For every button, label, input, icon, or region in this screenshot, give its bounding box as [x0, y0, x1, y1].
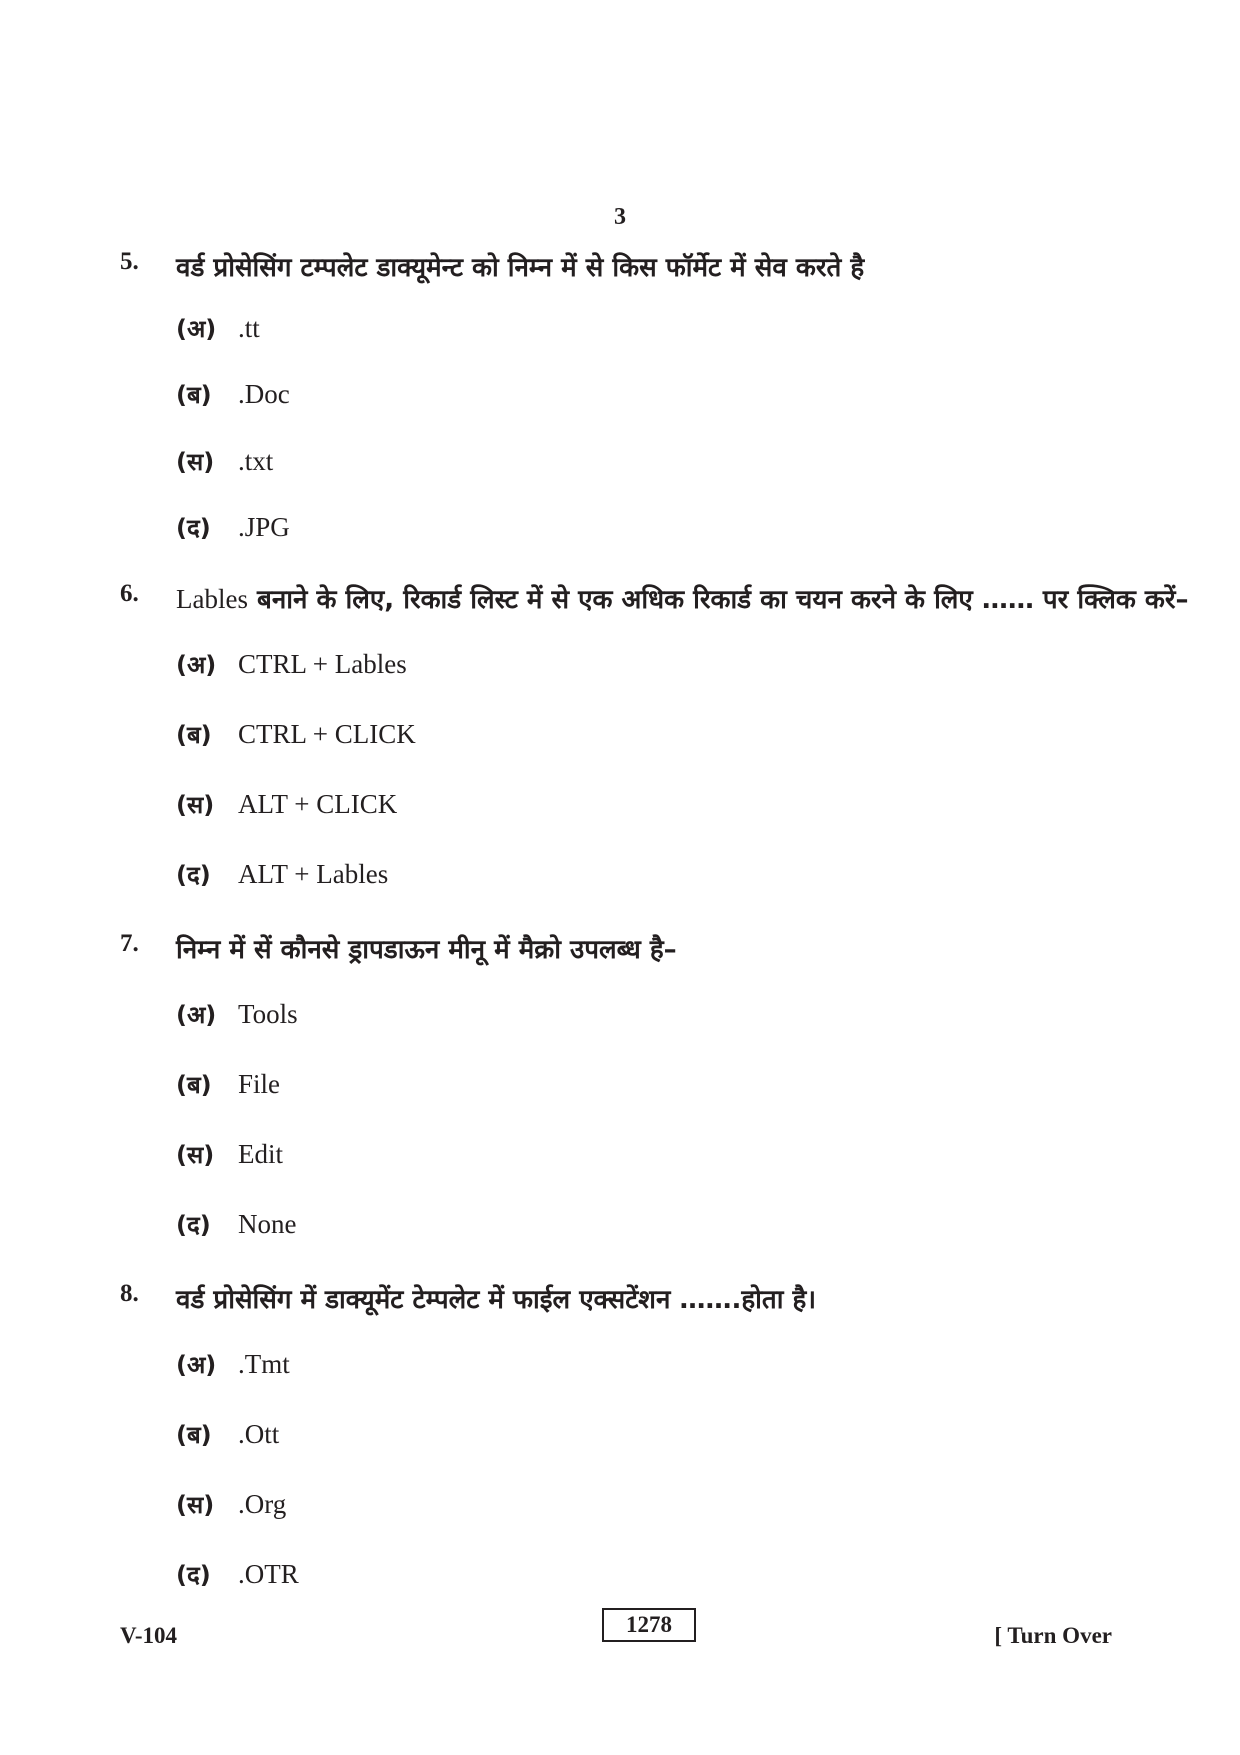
option-b — [176, 1068, 280, 1101]
option-text: .Tmt — [238, 1349, 290, 1379]
option-b — [176, 378, 290, 411]
option-text: .Ott — [238, 1419, 280, 1449]
option-d — [176, 1558, 299, 1591]
option-d — [176, 1208, 296, 1241]
question-text: निम्न में सें कौनसे ड्रापडाऊन मीनू में मैक्रो उपलब्ध है– — [176, 935, 677, 965]
option-label: (द) — [176, 1211, 211, 1239]
page-number: 3 — [614, 204, 626, 230]
option-c — [176, 1138, 283, 1171]
option-d — [176, 511, 290, 544]
option-label: (ब) — [176, 1071, 212, 1099]
option-a — [176, 312, 260, 345]
option-text: None — [238, 1209, 297, 1239]
option-c — [176, 445, 273, 478]
question-number: 5. — [120, 248, 139, 275]
question-text-rest: बनाने के लिए, रिकार्ड लिस्ट में से एक अधिक रिकार्ड का चयन करने के लिए …… पर क्लिक करें– — [247, 585, 1189, 615]
option-b — [176, 718, 416, 751]
option-text: ALT + Lables — [238, 859, 389, 889]
option-a — [176, 1348, 290, 1381]
question-number: 6. — [120, 580, 139, 607]
option-text: CTRL + CLICK — [238, 719, 416, 749]
option-label: (स) — [176, 791, 215, 819]
option-text: File — [238, 1069, 281, 1099]
question-text: वर्ड प्रोसेसिंग में डाक्यूमेंट टेम्पलेट में फाईल एक्सटेंशन …….होता है। — [176, 1285, 817, 1315]
option-text: Edit — [238, 1139, 283, 1169]
option-label: (द) — [176, 514, 211, 542]
option-text: .OTR — [238, 1559, 299, 1589]
option-c — [176, 788, 397, 821]
option-d — [176, 858, 388, 891]
option-text: .txt — [238, 446, 274, 476]
option-label: (स) — [176, 448, 215, 476]
option-a — [176, 648, 407, 681]
question-text — [176, 580, 1189, 616]
option-text: .tt — [238, 313, 260, 343]
option-label: (ब) — [176, 1421, 212, 1449]
option-a — [176, 998, 298, 1031]
option-label: (स) — [176, 1141, 215, 1169]
option-text: .Org — [238, 1489, 287, 1519]
option-label: (अ) — [176, 1351, 217, 1379]
question-text-lead: Lables — [176, 584, 248, 614]
turn-over-label: [ Turn Over — [994, 1623, 1112, 1648]
question-text: वर्ड प्रोसेसिंग टम्पलेट डाक्यूमेन्ट को निम्न में से किस फॉर्मेट में सेव करते है — [176, 253, 865, 283]
question-number: 7. — [120, 930, 139, 957]
booklet-number-box: 1278 — [602, 1608, 696, 1642]
option-label: (द) — [176, 1561, 211, 1589]
option-text: .JPG — [238, 512, 290, 542]
option-label: (ब) — [176, 381, 212, 409]
option-label: (अ) — [176, 315, 217, 343]
option-text: .Doc — [238, 379, 290, 409]
paper-code: V-104 — [120, 1623, 178, 1648]
option-c — [176, 1488, 286, 1521]
option-label: (ब) — [176, 721, 212, 749]
option-label: (अ) — [176, 651, 217, 679]
option-text: ALT + CLICK — [238, 789, 398, 819]
option-text: CTRL + Lables — [238, 649, 407, 679]
option-text: Tools — [238, 999, 298, 1029]
option-label: (अ) — [176, 1001, 217, 1029]
question-number: 8. — [120, 1280, 139, 1307]
option-b — [176, 1418, 279, 1451]
option-label: (स) — [176, 1491, 215, 1519]
option-label: (द) — [176, 861, 211, 889]
